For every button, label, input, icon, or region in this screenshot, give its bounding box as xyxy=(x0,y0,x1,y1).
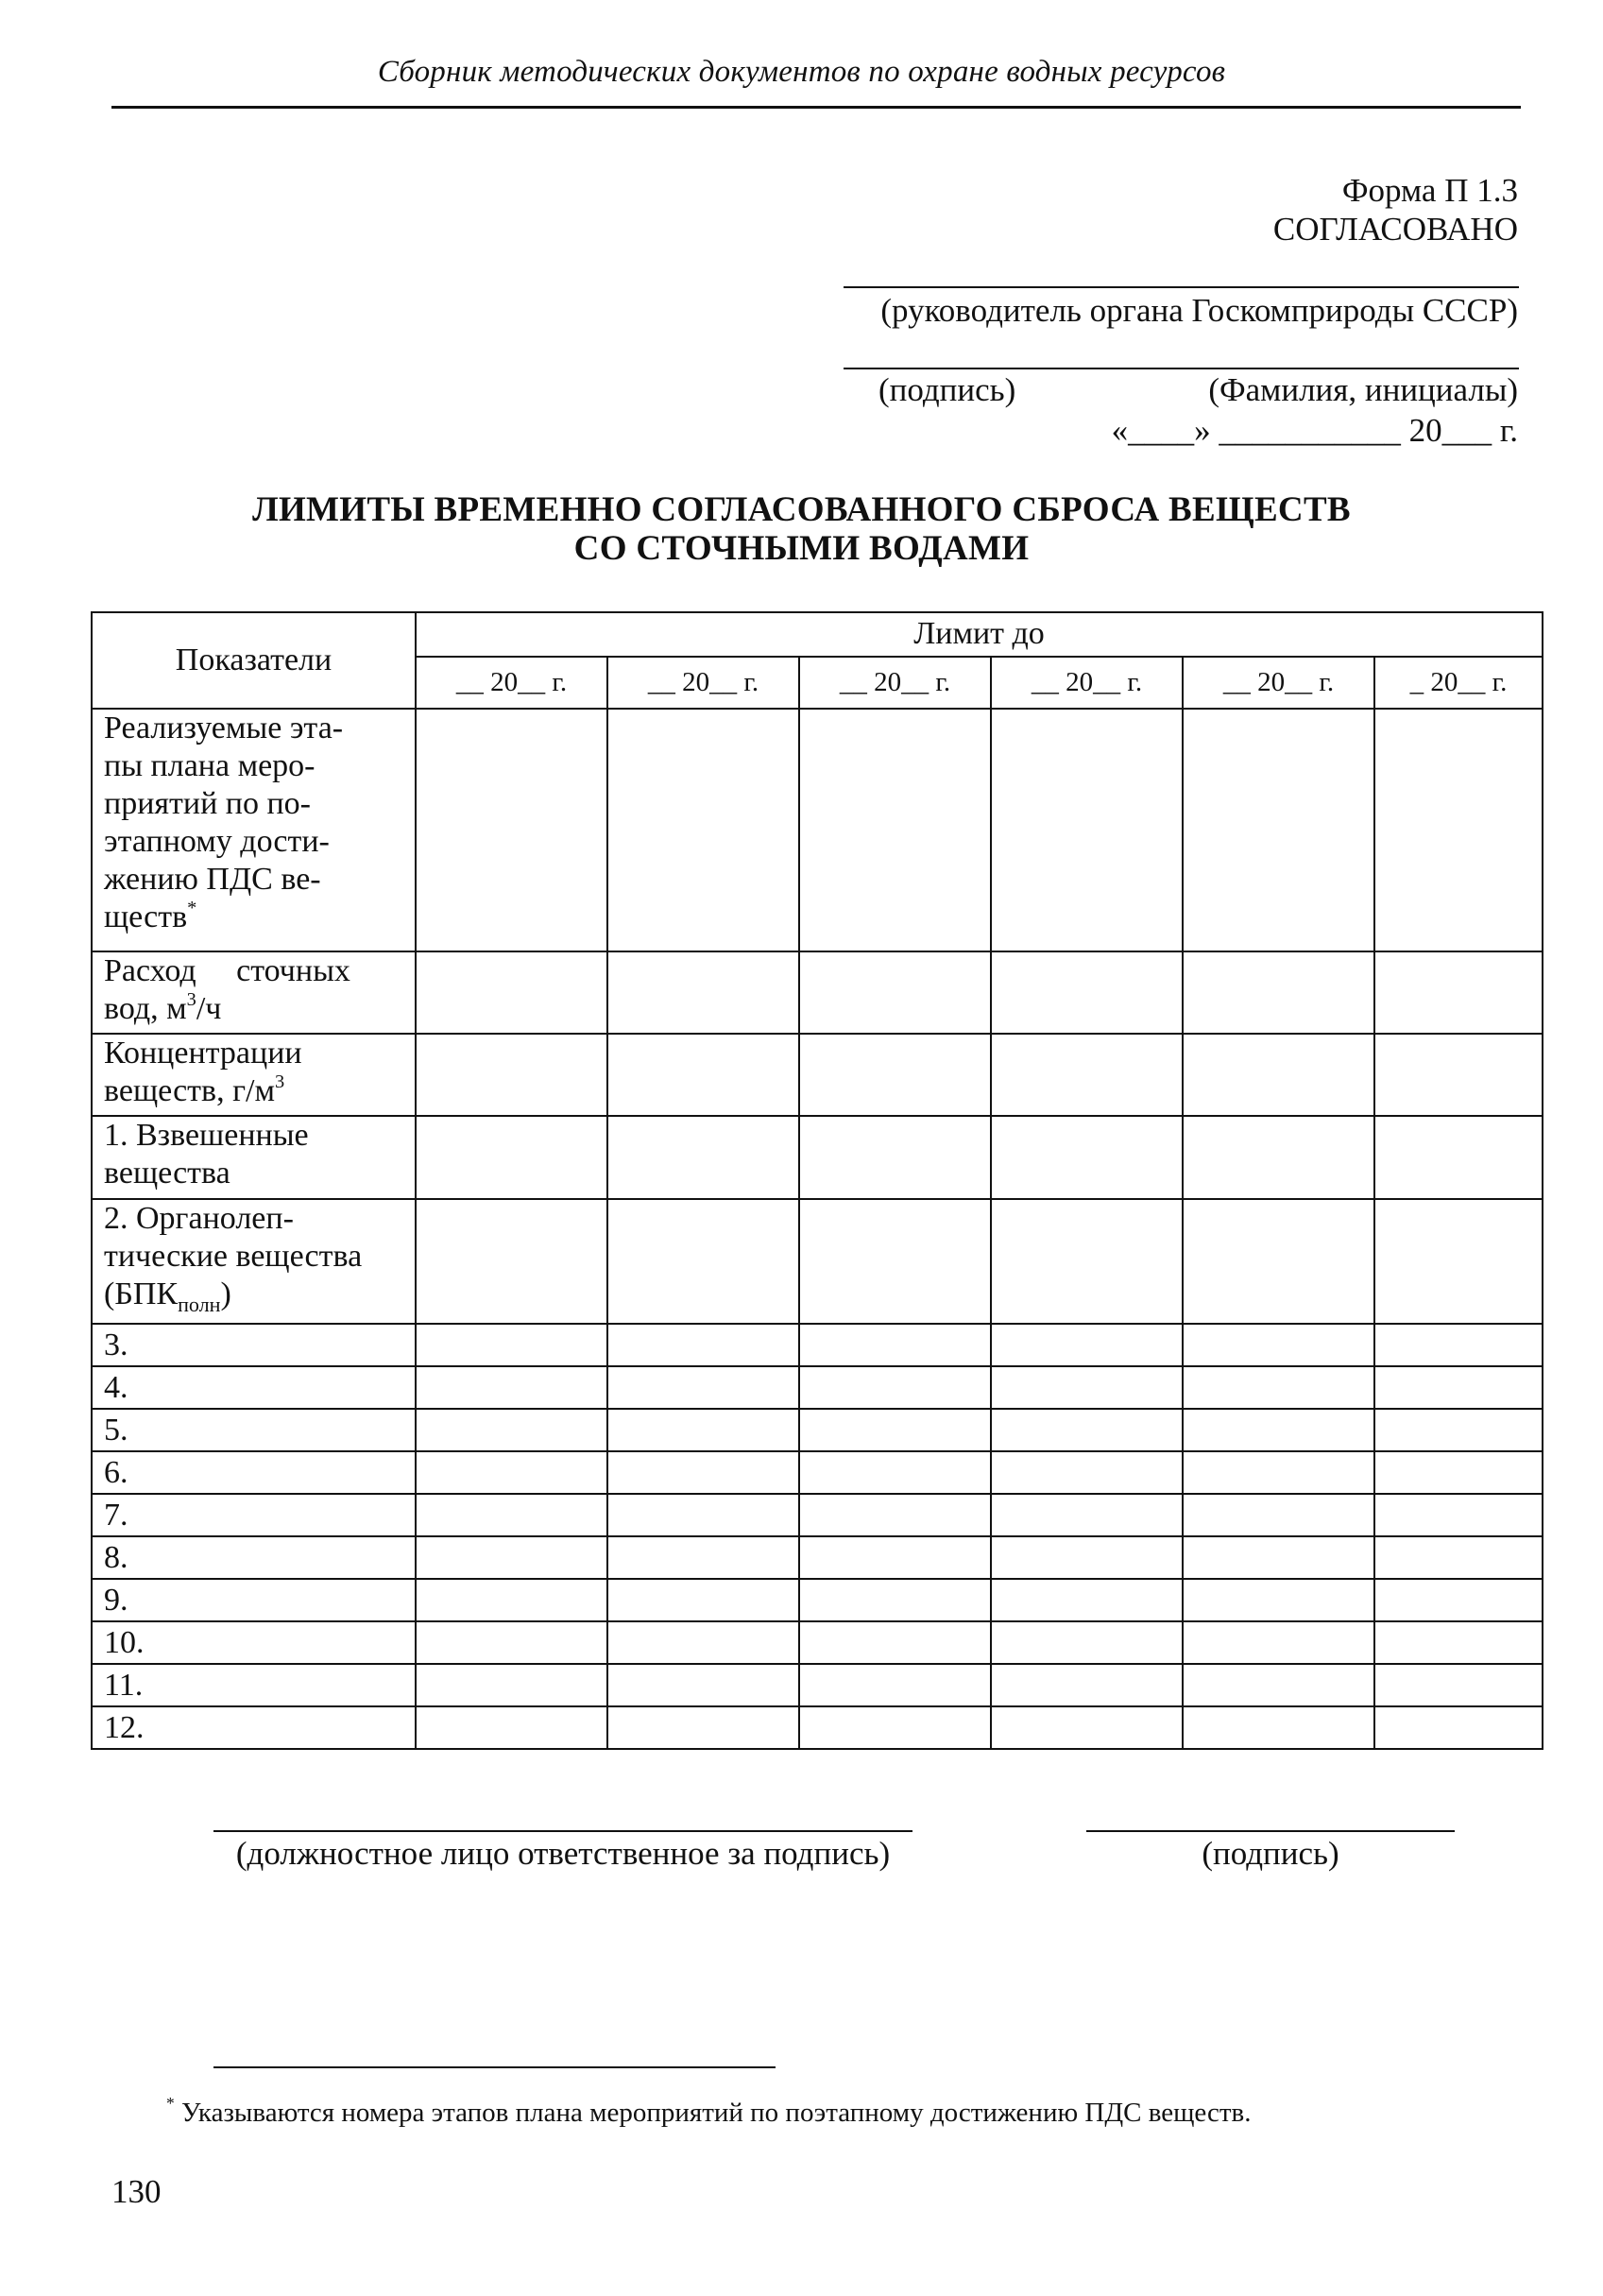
bottom-signature-line xyxy=(1086,1830,1455,1832)
table-row xyxy=(92,1116,1543,1199)
limit-cell xyxy=(1374,1324,1543,1366)
limit-cell xyxy=(607,1579,799,1621)
limit-cell xyxy=(991,1409,1183,1451)
limit-cell xyxy=(991,1494,1183,1536)
indicator-cell: 3. xyxy=(92,1324,416,1366)
indicator-line: Концентрации xyxy=(104,1036,302,1071)
limit-cell xyxy=(1374,1199,1543,1324)
indicator-cell: 5. xyxy=(92,1409,416,1451)
footnote-mark: * xyxy=(166,2094,175,2114)
limit-cell xyxy=(1183,1034,1374,1116)
limit-cell xyxy=(607,1366,799,1409)
limit-cell xyxy=(1183,1536,1374,1579)
table-row xyxy=(92,709,1543,951)
limit-cell xyxy=(607,1536,799,1579)
superscript: 3 xyxy=(274,1071,285,1092)
approval-signature-label: (подпись) xyxy=(878,371,1016,408)
footnote-text: Указываются номера этапов плана мероприятий по поэтапному достижению ПДС веществ. xyxy=(174,2098,1252,2128)
limit-cell xyxy=(607,1324,799,1366)
table-row xyxy=(92,951,1543,1034)
limit-cell xyxy=(1374,1451,1543,1494)
table-row xyxy=(92,1324,1543,1366)
limit-cell xyxy=(799,1579,991,1621)
indicator-cell: 8. xyxy=(92,1536,416,1579)
limit-cell xyxy=(1374,709,1543,951)
limit-cell xyxy=(799,1116,991,1199)
limit-cell xyxy=(799,1706,991,1749)
subscript: полн xyxy=(178,1292,221,1316)
limit-cell xyxy=(1183,1199,1374,1324)
table-row xyxy=(92,1366,1543,1409)
indicator-line: 1. Взвешенные xyxy=(104,1118,309,1153)
limit-cell xyxy=(1374,1366,1543,1409)
limit-cell xyxy=(799,1664,991,1706)
limit-cell xyxy=(1183,1324,1374,1366)
limit-cell xyxy=(1183,1116,1374,1199)
limit-cell xyxy=(416,1324,607,1366)
limits-table xyxy=(91,611,1543,1750)
indicator-cell xyxy=(92,1034,416,1116)
limit-cell xyxy=(1374,1706,1543,1749)
footnote-rule xyxy=(213,2066,776,2068)
table-row xyxy=(92,1199,1543,1324)
limit-cell xyxy=(416,1664,607,1706)
table-row xyxy=(92,1494,1543,1536)
official-signature-line xyxy=(213,1830,912,1832)
limit-cell xyxy=(991,1706,1183,1749)
limit-cell xyxy=(607,951,799,1034)
year-header: __ 20__ г. xyxy=(799,657,991,709)
table-row xyxy=(92,1579,1543,1621)
indicator-cell: 12. xyxy=(92,1706,416,1749)
limit-cell xyxy=(991,1116,1183,1199)
indicator-cell xyxy=(92,951,416,1034)
limit-cell xyxy=(607,709,799,951)
indicator-cell: 6. xyxy=(92,1451,416,1494)
limit-cell xyxy=(991,1451,1183,1494)
indicator-line: Расход сточных xyxy=(104,953,350,988)
limit-cell xyxy=(416,1034,607,1116)
limit-cell xyxy=(799,1199,991,1324)
limit-cell xyxy=(1374,1536,1543,1579)
limit-cell xyxy=(1374,951,1543,1034)
footnote xyxy=(166,2094,1252,2129)
limit-cell xyxy=(1183,1494,1374,1536)
indicator-line: 2. Органолеп- xyxy=(104,1201,294,1236)
limit-cell xyxy=(607,1409,799,1451)
limit-cell xyxy=(991,1579,1183,1621)
limit-cell xyxy=(1183,1366,1374,1409)
year-header: __ 20__ г. xyxy=(607,657,799,709)
limit-cell xyxy=(1183,1621,1374,1664)
limit-cell xyxy=(416,1409,607,1451)
indicator-cell: 4. xyxy=(92,1366,416,1409)
limit-cell xyxy=(991,1664,1183,1706)
limit-cell xyxy=(991,951,1183,1034)
limit-cell xyxy=(416,709,607,951)
limit-cell xyxy=(607,1199,799,1324)
indicator-line: ществ xyxy=(104,900,188,934)
limit-cell xyxy=(799,1409,991,1451)
official-label: (должностное лицо ответственное за подпись) xyxy=(235,1835,891,1872)
limit-cell xyxy=(991,709,1183,951)
indicator-line: Реализуемые эта- xyxy=(104,711,344,745)
limit-cell xyxy=(1374,1494,1543,1536)
limit-cell xyxy=(991,1366,1183,1409)
limit-cell xyxy=(607,1494,799,1536)
limit-cell xyxy=(416,1451,607,1494)
limit-cell xyxy=(799,1621,991,1664)
limit-cell xyxy=(991,1621,1183,1664)
limit-cell xyxy=(607,1664,799,1706)
running-header: Сборник методических документов по охране водных ресурсов xyxy=(377,55,1226,89)
year-header: _ 20__ г. xyxy=(1374,657,1543,709)
document-title-line2: СО СТОЧНЫМИ ВОДАМИ xyxy=(573,529,1030,568)
indicator-cell: 7. xyxy=(92,1494,416,1536)
limit-cell xyxy=(799,1034,991,1116)
limit-cell xyxy=(1183,709,1374,951)
form-label: Форма П 1.3 xyxy=(1341,172,1518,209)
limit-cell xyxy=(799,1324,991,1366)
table-row xyxy=(92,1664,1543,1706)
indicator-cell: 11. xyxy=(92,1664,416,1706)
approval-name-label: (Фамилия, инициалы) xyxy=(1208,371,1518,408)
indicator-line: веществ, г/м xyxy=(104,1073,275,1108)
limit-header: Лимит до xyxy=(416,612,1543,657)
limit-cell xyxy=(799,1366,991,1409)
limit-cell xyxy=(607,1451,799,1494)
indicator-line: тические вещества xyxy=(104,1239,363,1274)
limit-cell xyxy=(1183,1579,1374,1621)
head-signature-line xyxy=(844,286,1519,288)
head-label: (руководитель органа Госкомприроды СССР) xyxy=(880,292,1518,329)
indicator-line: /ч xyxy=(196,991,222,1026)
limit-cell xyxy=(607,1116,799,1199)
indicator-line: (БПК xyxy=(104,1277,179,1311)
indicator-line: вод, м xyxy=(104,991,187,1026)
limit-cell xyxy=(799,1536,991,1579)
indicators-header: Показатели xyxy=(92,612,416,709)
limit-cell xyxy=(607,1621,799,1664)
indicator-line: этапному дости- xyxy=(104,824,330,859)
table-row xyxy=(92,1536,1543,1579)
indicator-line: ) xyxy=(220,1277,231,1311)
document-title-line1: ЛИМИТЫ ВРЕМЕННО СОГЛАСОВАННОГО СБРОСА ВЕЩЕСТВ xyxy=(252,490,1351,529)
superscript: 3 xyxy=(186,988,196,1010)
approved-label: СОГЛАСОВАНО xyxy=(1272,211,1518,248)
indicator-cell: 9. xyxy=(92,1579,416,1621)
year-header: __ 20__ г. xyxy=(416,657,607,709)
limit-cell xyxy=(799,1451,991,1494)
table-row xyxy=(92,1621,1543,1664)
limit-cell xyxy=(991,1199,1183,1324)
footnote-mark: * xyxy=(187,897,197,918)
limit-cell xyxy=(1374,1034,1543,1116)
limit-cell xyxy=(416,1621,607,1664)
limit-cell xyxy=(1183,1451,1374,1494)
limit-cell xyxy=(1374,1664,1543,1706)
limit-cell xyxy=(1183,951,1374,1034)
limit-cell xyxy=(799,709,991,951)
limit-cell xyxy=(1183,1409,1374,1451)
limit-cell xyxy=(607,1034,799,1116)
limit-cell xyxy=(991,1324,1183,1366)
limit-cell xyxy=(416,1536,607,1579)
year-header: __ 20__ г. xyxy=(991,657,1183,709)
limit-cell xyxy=(1374,1409,1543,1451)
page-number: 130 xyxy=(111,2173,162,2210)
indicator-cell xyxy=(92,1116,416,1199)
limit-cell xyxy=(991,1034,1183,1116)
limit-cell xyxy=(607,1706,799,1749)
limit-cell xyxy=(416,1579,607,1621)
indicator-cell: 10. xyxy=(92,1621,416,1664)
limit-cell xyxy=(1374,1621,1543,1664)
header-rule xyxy=(111,106,1521,109)
signature-name-line xyxy=(844,368,1519,369)
limit-cell xyxy=(1183,1664,1374,1706)
table-row xyxy=(92,1034,1543,1116)
limit-cell xyxy=(799,951,991,1034)
limit-cell xyxy=(416,1366,607,1409)
limit-cell xyxy=(416,951,607,1034)
indicator-cell xyxy=(92,1199,416,1324)
table-row xyxy=(92,1451,1543,1494)
limit-cell xyxy=(991,1536,1183,1579)
table-row xyxy=(92,1706,1543,1749)
limit-cell xyxy=(1374,1579,1543,1621)
limit-cell xyxy=(416,1199,607,1324)
indicator-line: пы плана меро- xyxy=(104,748,315,783)
limit-cell xyxy=(416,1494,607,1536)
limit-cell xyxy=(799,1494,991,1536)
limit-cell xyxy=(416,1116,607,1199)
indicator-line: вещества xyxy=(104,1156,230,1191)
bottom-signature-label: (подпись) xyxy=(1202,1835,1339,1872)
limit-cell xyxy=(416,1706,607,1749)
table-row xyxy=(92,1409,1543,1451)
indicator-line: приятий по по- xyxy=(104,786,311,821)
indicator-line: жению ПДС ве- xyxy=(104,862,321,897)
year-header: __ 20__ г. xyxy=(1183,657,1374,709)
limit-cell xyxy=(1183,1706,1374,1749)
indicator-cell xyxy=(92,709,416,951)
limit-cell xyxy=(1374,1116,1543,1199)
approval-date-line: «____» ___________ 20___ г. xyxy=(1111,412,1518,449)
